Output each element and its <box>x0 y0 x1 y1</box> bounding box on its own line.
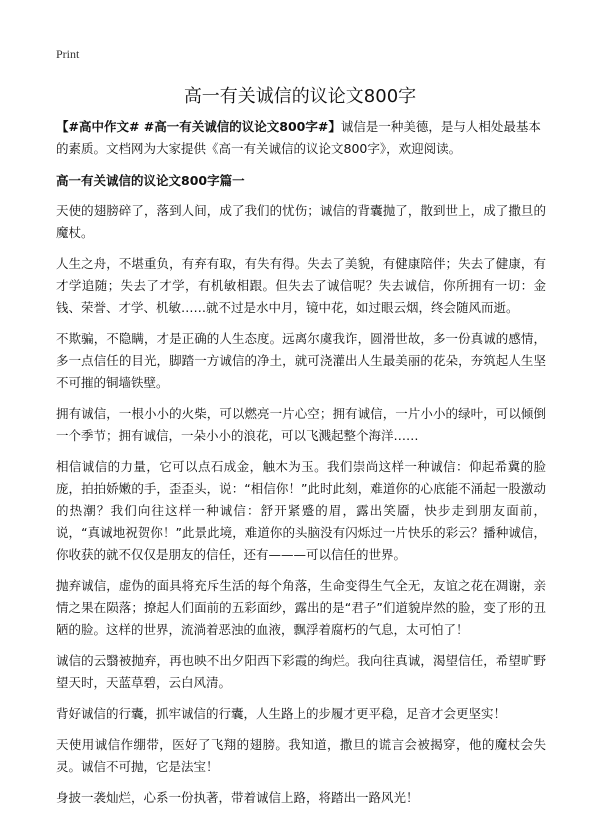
article-paragraph: 天使的翅膀碎了，落到人间，成了我们的忧伤；诚信的背囊抛了，散到世上，成了撒旦的魔杖。 <box>56 203 546 240</box>
article-paragraph: 不欺骗，不隐瞒，才是正确的人生态度。远离尔虞我诈，圆滑世故，多一份真诚的感情，多一点信任的目光，脚踏一方诚信的净土，就可浇灌出人生最美丽的花朵，夯筑起人生坚不可摧的铜墙铁壁。 <box>56 331 546 390</box>
print-link[interactable]: Print <box>56 47 80 61</box>
article-paragraph: 诚信的云翳被抛弃，再也映不出夕阳西下彩霞的绚烂。我向往真诚，渴望信任，希望旷野望天时，天蓝草碧，云白风清。 <box>56 653 546 690</box>
article-paragraph: 天使用诚信作绷带，医好了飞翔的翅膀。我知道，撒旦的谎言会被揭穿，他的魔杖会失灵。诚信不可抛，它是法宝！ <box>56 737 546 774</box>
article-paragraph: 身披一袭灿烂，心系一份执著，带着诚信上路，将踏出一路风光！ <box>56 790 419 805</box>
article-body <box>56 116 546 818</box>
page-title: 高一有关诚信的议论文800字 <box>183 86 417 107</box>
article-paragraph: 背好诚信的行囊，抓牢诚信的行囊，人生路上的步履才更平稳，足音才会更坚实！ <box>56 706 507 721</box>
article-paragraph: 拥有诚信，一根小小的火柴，可以燃亮一片心空；拥有诚信，一片小小的绿叶，可以倾倒一个季节；拥有诚信，一朵小小的浪花，可以飞溅起整个海洋…… <box>56 406 546 443</box>
intro-text: 诚信是一种美德，是与人相处最基本的素质。文档网为大家提供《高一有关诚信的议论文800字》，欢迎阅读。 <box>56 119 541 156</box>
article-paragraph: 相信诚信的力量，它可以点石成金，触木为玉。我们崇尚这样一种诚信：仰起希冀的脸庞，拍拍娇嫩的手，歪歪头，说：“相信你！”此时此刻，难道你的心底能不涌起一股激动的热潮？我们向往这样一种诚信：舒开紧蹙的眉，露出笑靥，快步走到朋友面前，说，“真诚地祝贺你！”此景此境，难道你的头脑没有闪烁过一片快乐的彩云？播种诚信，你收获的就不仅仅是朋友的信任，还有———可以信任的世界。 <box>56 459 546 562</box>
article-paragraph: 抛弃诚信，虚伪的面具将充斥生活的每个角落，生命变得生气全无，友谊之花在凋谢，亲情之果在陨落；撩起人们面前的五彩面纱，露出的是“君子”们道貌岸然的脸，变了形的丑陋的脸。这样的世界，流淌着恶浊的血液，飘浮着腐朽的气息，太可怕了！ <box>56 578 546 637</box>
article-paragraph: 人生之舟，不堪重负，有弃有取，有失有得。失去了美貌，有健康陪伴；失去了健康，有才学追随；失去了才学，有机敏相跟。但失去了诚信呢？失去诚信，你所拥有一切：金钱、荣誉、才学、机敏……就不过是水中月，镜中花，如过眼云烟，终会随风而逝。 <box>56 256 546 315</box>
intro-tag: 【#高中作文# #高一有关诚信的议论文800字#】 <box>56 119 341 134</box>
section-heading: 高一有关诚信的议论文800字篇一 <box>56 173 245 188</box>
intro-paragraph <box>56 116 546 160</box>
